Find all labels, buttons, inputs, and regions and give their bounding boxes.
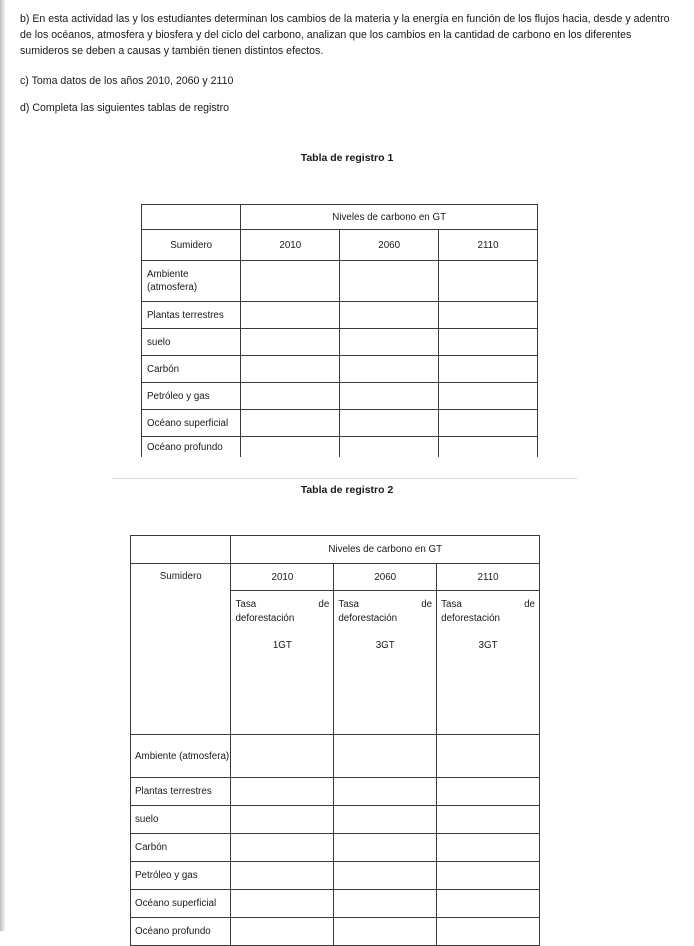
table1-caption: Tabla de registro 1 <box>300 152 394 164</box>
data-cell[interactable] <box>340 302 439 329</box>
table1-year-row <box>142 230 538 261</box>
data-cell[interactable] <box>340 261 439 302</box>
data-cell[interactable] <box>437 834 540 862</box>
table-row <box>131 918 540 946</box>
data-cell[interactable] <box>231 834 334 862</box>
data-cell[interactable] <box>241 410 340 437</box>
table1-sumidero-header: Sumidero <box>142 230 241 261</box>
rate-word: deforestación <box>235 613 295 624</box>
table1-corner-cell <box>142 205 241 230</box>
data-cell[interactable] <box>241 383 340 410</box>
data-cell[interactable] <box>241 437 340 458</box>
table-row <box>131 862 540 890</box>
row-label: Petróleo y gas <box>142 383 241 410</box>
data-cell[interactable] <box>437 735 540 778</box>
table-row <box>142 356 538 383</box>
data-cell[interactable] <box>231 918 334 946</box>
row-label: Océano profundo <box>131 918 231 946</box>
table-row <box>142 329 538 356</box>
row-label: Océano superficial <box>142 410 241 437</box>
data-cell[interactable] <box>334 778 437 806</box>
data-cell[interactable] <box>340 383 439 410</box>
data-cell[interactable] <box>334 735 437 778</box>
data-cell[interactable] <box>231 778 334 806</box>
table-row <box>142 261 538 302</box>
rate-word: deforestación <box>338 613 398 624</box>
data-cell[interactable] <box>439 437 538 458</box>
row-label: Océano profundo <box>142 437 241 458</box>
data-cell[interactable] <box>334 890 437 918</box>
instruction-d: d) Completa las siguientes tablas de registro <box>20 102 230 114</box>
data-cell[interactable] <box>439 329 538 356</box>
rate-word: de <box>318 599 330 610</box>
rate-value: 3GT <box>375 640 395 651</box>
table-row <box>131 806 540 834</box>
rate-word: de <box>421 599 433 610</box>
data-cell[interactable] <box>241 261 340 302</box>
record-table-2 <box>130 535 540 946</box>
table2-year-row <box>131 564 540 591</box>
rate-word: deforestación <box>441 613 500 624</box>
page-edge-shadow <box>0 0 5 931</box>
table2-corner-cell <box>131 536 231 564</box>
table-row <box>131 834 540 862</box>
table1-year-2010: 2010 <box>241 230 340 261</box>
table2-group-header: Niveles de carbono en GT <box>231 536 540 564</box>
rate-cell-2010 <box>231 591 334 735</box>
table2-year-2010: 2010 <box>231 564 334 591</box>
table-row <box>142 383 538 410</box>
data-cell[interactable] <box>340 329 439 356</box>
rate-cell-2110 <box>437 591 540 735</box>
row-label: suelo <box>131 806 231 834</box>
table1-group-header: Niveles de carbono en GT <box>241 205 538 230</box>
table-row <box>131 890 540 918</box>
table1-year-2110: 2110 <box>439 230 538 261</box>
data-cell[interactable] <box>231 735 334 778</box>
row-label: Carbón <box>131 834 231 862</box>
table2-year-2110: 2110 <box>437 564 540 591</box>
rate-value: 1GT <box>272 640 292 651</box>
data-cell[interactable] <box>439 356 538 383</box>
row-label: suelo <box>142 329 241 356</box>
data-cell[interactable] <box>340 437 439 458</box>
data-cell[interactable] <box>241 356 340 383</box>
table2-caption: Tabla de registro 2 <box>300 484 394 496</box>
data-cell[interactable] <box>334 862 437 890</box>
data-cell[interactable] <box>241 302 340 329</box>
data-cell[interactable] <box>231 890 334 918</box>
row-label: Carbón <box>142 356 241 383</box>
data-cell[interactable] <box>439 261 538 302</box>
table-row <box>131 778 540 806</box>
data-cell[interactable] <box>437 918 540 946</box>
table1-year-2060: 2060 <box>340 230 439 261</box>
data-cell[interactable] <box>439 383 538 410</box>
data-cell[interactable] <box>340 410 439 437</box>
data-cell[interactable] <box>231 862 334 890</box>
rate-word: Tasa <box>338 599 360 610</box>
rate-cell-2060 <box>334 591 437 735</box>
rate-word: Tasa <box>235 599 257 610</box>
data-cell[interactable] <box>334 806 437 834</box>
rate-value: 3GT <box>478 640 498 651</box>
data-cell[interactable] <box>439 410 538 437</box>
row-label: Plantas terrestres <box>131 778 231 806</box>
table2-sumidero-header: Sumidero <box>131 564 231 735</box>
table-row <box>142 302 538 329</box>
data-cell[interactable] <box>437 778 540 806</box>
table-row <box>131 735 540 778</box>
row-label: Plantas terrestres <box>142 302 241 329</box>
data-cell[interactable] <box>437 890 540 918</box>
row-label: Ambiente (atmosfera) <box>131 735 231 778</box>
rate-word: de <box>524 599 535 610</box>
data-cell[interactable] <box>439 302 538 329</box>
instruction-b: b) En esta actividad las y los estudiantes determinan los cambios de la materia y la energía en función de los flujos hacia, desde y adentro de los océanos, atmosfera y biosfera y del ciclo del carbono, analizan que los cambios en la cantidad de carbono en los diferentes sumideros se deben a causas y también tienen distintos efectos. <box>20 13 670 57</box>
table2-group-header-row <box>131 536 540 564</box>
row-label: Océano superficial <box>131 890 231 918</box>
data-cell[interactable] <box>437 862 540 890</box>
section-divider <box>112 478 577 479</box>
table-row <box>142 437 538 458</box>
data-cell[interactable] <box>231 806 334 834</box>
row-label: Ambiente (atmosfera) <box>142 261 241 302</box>
table-row <box>142 410 538 437</box>
instruction-c: c) Toma datos de los años 2010, 2060 y 2110 <box>20 75 234 87</box>
record-table-1 <box>141 204 538 457</box>
data-cell[interactable] <box>241 329 340 356</box>
table2-year-2060: 2060 <box>334 564 437 591</box>
data-cell[interactable] <box>340 356 439 383</box>
row-label: Petróleo y gas <box>131 862 231 890</box>
data-cell[interactable] <box>334 834 437 862</box>
data-cell[interactable] <box>437 806 540 834</box>
table1-group-header-row <box>142 205 538 230</box>
rate-word: Tasa <box>441 599 462 610</box>
data-cell[interactable] <box>334 918 437 946</box>
